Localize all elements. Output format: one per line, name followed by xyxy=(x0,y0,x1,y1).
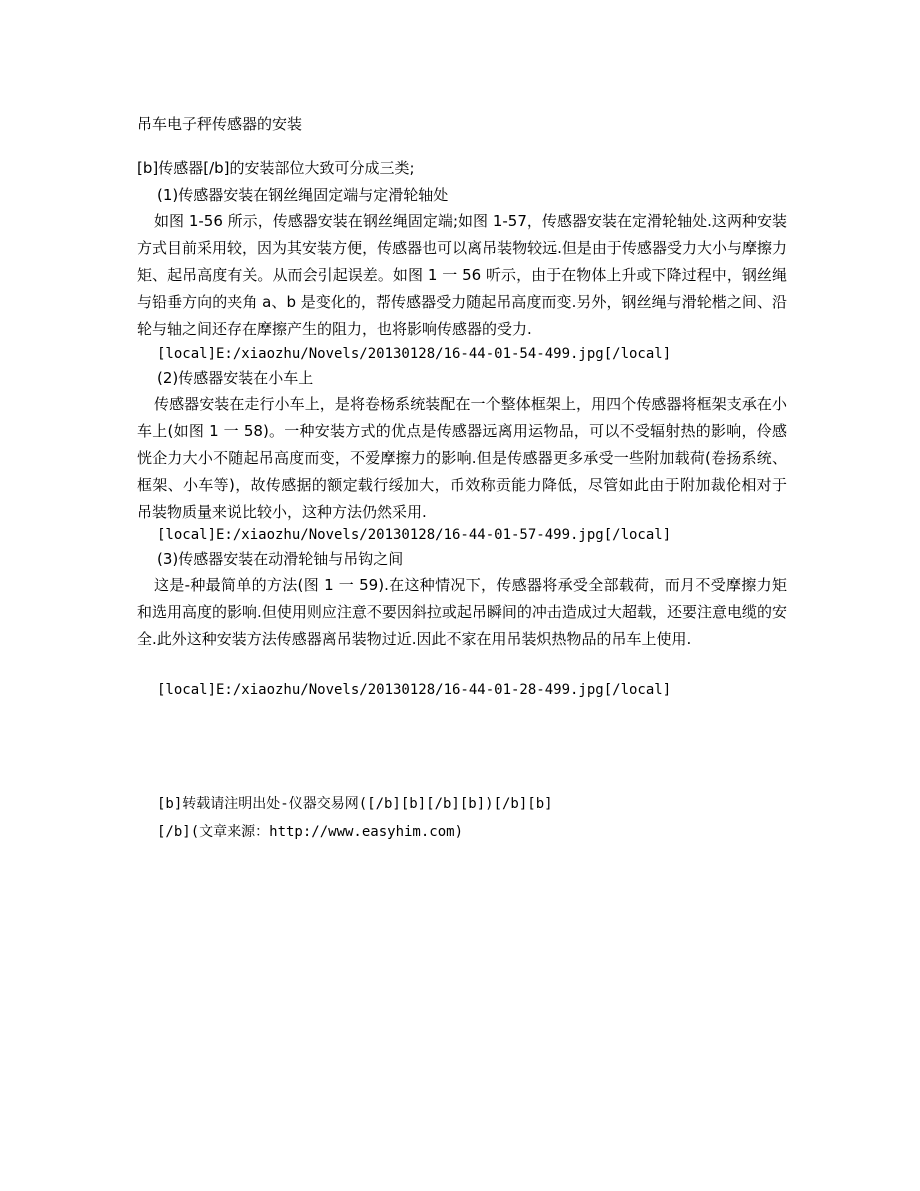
section-3-paragraph: 这是-种最简单的方法(图 1 一 59).在这种情况下，传感器将承受全部载荷，而月不受摩擦力矩和选用高度的影响.但使用则应注意不要因斜拉或起吊瞬间的冲击造成过大超载，还要注意电缆的安全.此外这种安装方法传感器离吊装物过近.因此不家在用吊装炽热物品的吊车上使用. xyxy=(137,576,787,648)
document-title: 吊车电子秤传感器的安装 xyxy=(137,115,303,133)
section-2-image-ref: [local]E:/xiaozhu/Novels/20130128/16-44-01-57-499.jpg[/local] xyxy=(157,527,672,543)
footer-reprint-notice: [b]转载请注明出处-仪器交易网([/b][b][/b][b])[/b][b] xyxy=(157,796,553,812)
section-2-heading: (2)传感器安装在小车上 xyxy=(157,369,314,387)
section-3-heading: (3)传感器安装在动滑轮铀与吊钩之间 xyxy=(157,550,404,568)
intro-line: [b]传感器[/b]的安装部位大致可分成三类; xyxy=(137,159,415,177)
section-1-heading: (1)传感器安装在钢丝绳固定端与定滑轮轴处 xyxy=(157,186,449,204)
section-2-paragraph: 传感器安装在走行小车上，是将卷杨系统装配在一个整体框架上，用四个传感器将框架支承在小车上(如图 1 一 58)。一种安装方式的优点是传感器远离用运物品，可以不受辐射热的影响，伶感恍企力大小不随起吊高度而变，不爱摩擦力的影响.但是传感器更多承受一些附加载荷(卷扬系统、框架、小车等)，故传感据的额定载行绥加大，币效称贡能力降低，尽管如此由于附加裁伦相对于吊装物质量来说比较小，这种方法仍然采用. xyxy=(137,395,787,521)
footer-source: [/b](文章来源：http://www.easyhim.com) xyxy=(157,824,464,840)
section-1-image-ref: [local]E:/xiaozhu/Novels/20130128/16-44-01-54-499.jpg[/local] xyxy=(157,346,672,362)
section-1-paragraph: 如图 1-56 所示，传感器安装在钢丝绳固定端;如图 1-57，传感器安装在定滑轮轴处.这两种安装方式目前采用较，因为其安装方便，传感器也可以离吊装物较远.但是由于传感器受力大小与摩擦力矩、起吊高度有关。从而会引起误差。如图 1 一 56 听示，由于在物体上升或下降过程中，钢丝绳与铅垂方向的夹角 a、b 是变化的，帮传感器受力随起吊高度而变.另外，钢丝绳与滑轮楷之间、沿轮与轴之间还存在摩擦产生的阻力，也将影响传感器的受力. xyxy=(137,212,787,338)
section-3-image-ref: [local]E:/xiaozhu/Novels/20130128/16-44-01-28-499.jpg[/local] xyxy=(157,682,672,698)
